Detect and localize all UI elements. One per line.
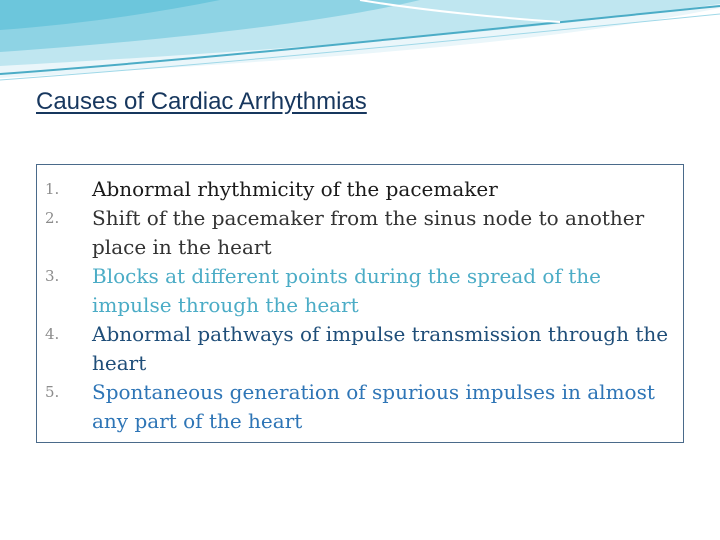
list-item-text: Abnormal rhythmicity of the pacemaker [92,177,498,201]
list-number: 5. [45,383,60,401]
list-item [37,378,683,436]
list-item [37,320,683,378]
list-number: 1. [45,180,60,198]
list-item-text: Blocks at different points during the spread of the impulse through the heart [92,264,601,317]
list-item-text: Abnormal pathways of impulse transmission through the heart [92,322,669,375]
list-number: 3. [45,267,60,285]
list-number: 2. [45,209,60,227]
content-box [36,164,684,443]
slide-title: Causes of Cardiac Arrhythmias [36,88,367,115]
header-wave-decoration [0,0,720,90]
list-item-text: Shift of the pacemaker from the sinus node to another place in the heart [92,206,645,259]
causes-list [37,175,683,436]
list-item [37,204,683,262]
list-item [37,175,683,204]
list-item [37,262,683,320]
list-number: 4. [45,325,60,343]
list-item-text: Spontaneous generation of spurious impulses in almost any part of the heart [92,380,655,433]
